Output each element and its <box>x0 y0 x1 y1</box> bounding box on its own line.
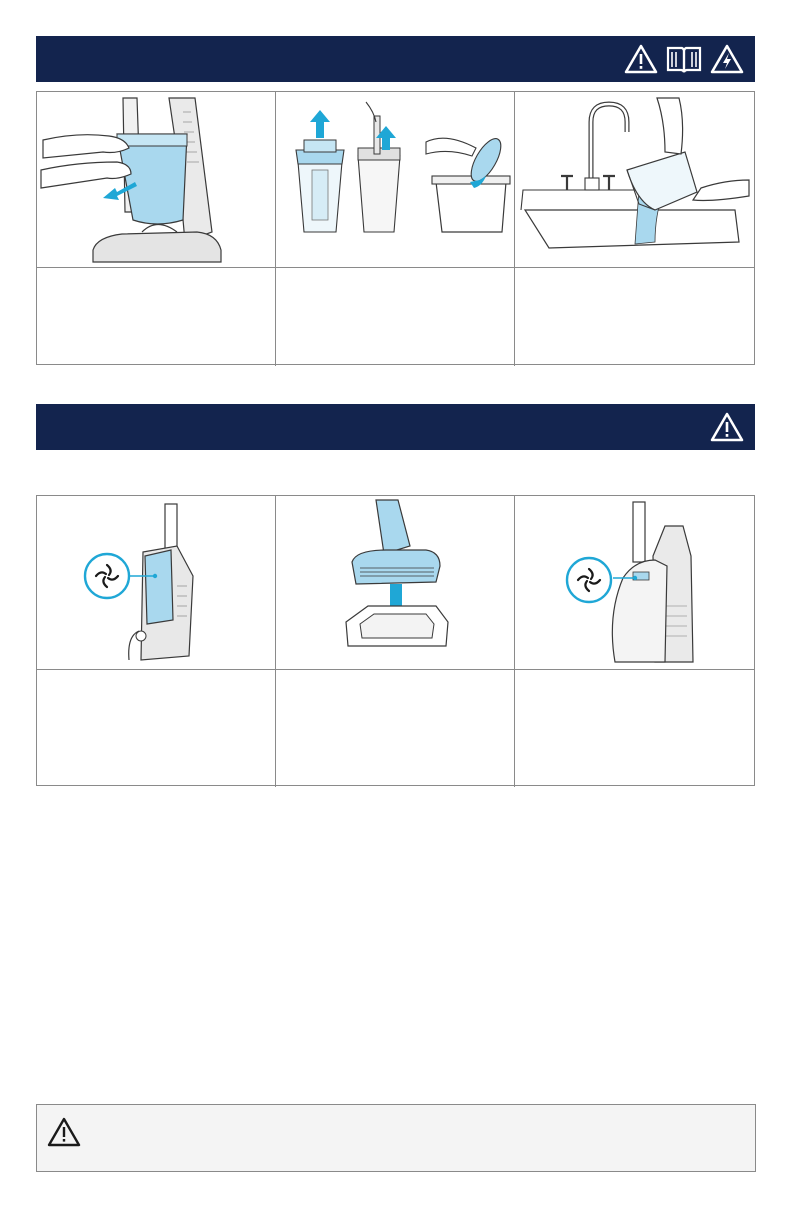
side-indicator-illustration <box>515 496 754 669</box>
remove-tank-illustration <box>37 92 276 267</box>
step-4-image <box>37 496 276 670</box>
warning-icon <box>47 1117 81 1147</box>
warning-icon <box>709 411 745 443</box>
section-1-banner <box>36 36 755 82</box>
dock-on-tray-illustration <box>276 496 515 669</box>
step-6-image <box>515 496 754 670</box>
step-1-image <box>37 92 276 268</box>
step-1-text <box>37 268 276 366</box>
step-5-image <box>276 496 515 670</box>
step-2-text <box>276 268 515 366</box>
step-6-text <box>515 670 754 787</box>
electric-warning-icon <box>709 43 745 75</box>
step-5-text <box>276 670 515 787</box>
section-2-steps <box>36 495 755 786</box>
section-2-banner <box>36 404 755 450</box>
manual-icon <box>665 43 703 75</box>
warning-note <box>36 1104 756 1172</box>
step-3-text <box>515 268 754 366</box>
warning-icon <box>623 43 659 75</box>
step-2-image <box>276 92 515 268</box>
rinse-tank-sink-illustration <box>515 92 754 267</box>
section-1-steps <box>36 91 755 365</box>
step-3-image <box>515 92 754 268</box>
lift-filter-illustration <box>276 92 515 267</box>
tank-indicator-illustration <box>37 496 276 669</box>
step-4-text <box>37 670 276 787</box>
